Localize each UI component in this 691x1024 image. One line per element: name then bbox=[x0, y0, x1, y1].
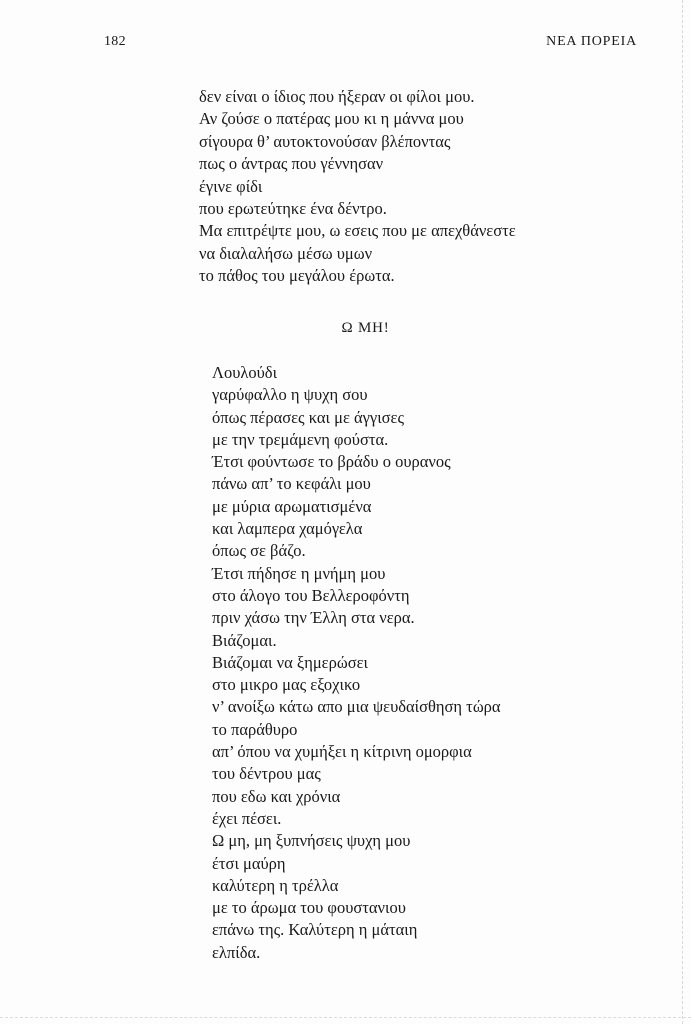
verse-line: σίγουρα θ’ αυτοκτονούσαν βλέποντας bbox=[199, 131, 451, 151]
stanza-continued bbox=[199, 86, 516, 288]
verse-line: Βιάζομαι να ξημερώσει bbox=[212, 652, 368, 672]
verse-line: Ω μη, μη ξυπνήσεις ψυχη μου bbox=[212, 831, 411, 851]
poem-body bbox=[212, 362, 501, 964]
verse-line: ελπίδα. bbox=[212, 942, 261, 962]
verse-line: Λουλούδι bbox=[212, 363, 278, 382]
verse-line: έτσι μαύρη bbox=[212, 853, 286, 873]
verse-line: επάνω της. Καλύτερη η μάταιη bbox=[212, 920, 418, 940]
verse-line: με την τρεμάμενη φούστα. bbox=[212, 429, 389, 449]
verse-line: και λαμπερα χαμόγελα bbox=[212, 519, 363, 539]
verse-line: πριν χάσω την Έλλη στα νερα. bbox=[212, 608, 415, 628]
verse-line: πως ο άντρας που γέννησαν bbox=[199, 154, 384, 174]
verse-line: δεν είναι ο ίδιος που ήξεραν οι φίλοι μου. bbox=[199, 87, 475, 106]
verse-line: Έτσι φούντωσε το βράδυ ο ουρανος bbox=[212, 452, 451, 472]
scan-edge-right bbox=[682, 0, 683, 1024]
verse-line: στο άλογο του Βελλεροφόντη bbox=[212, 585, 410, 605]
verse-line: απ’ όπου να χυμήξει η κίτρινη ομορφια bbox=[212, 742, 472, 762]
verse-line: με το άρωμα του φουστανιου bbox=[212, 898, 406, 918]
verse-line: ν’ ανοίξω κάτω απο μια ψευδαίσθηση τώρα bbox=[212, 697, 501, 717]
verse-line: όπως σε βάζο. bbox=[212, 541, 306, 561]
verse-line: Βιάζομαι. bbox=[212, 630, 277, 650]
verse-line: που ερωτεύτηκε ένα δέντρο. bbox=[199, 198, 387, 218]
verse-line: του δέντρου μας bbox=[212, 764, 321, 784]
verse-line: έχει πέσει. bbox=[212, 808, 282, 828]
page-number: 182 bbox=[104, 34, 126, 49]
verse-line: το παράθυρο bbox=[212, 719, 298, 739]
verse-line: Αν ζούσε ο πατέρας μου κι η μάννα μου bbox=[199, 109, 464, 129]
verse-line: να διαλαλήσω μέσω υμων bbox=[199, 243, 373, 263]
scan-edge-bottom bbox=[0, 1017, 691, 1018]
verse-line: με μύρια αρωματισμένα bbox=[212, 496, 372, 516]
verse-line: που εδω και χρόνια bbox=[212, 786, 341, 806]
verse-line: όπως πέρασες και με άγγισες bbox=[212, 407, 405, 427]
verse-line: έγινε φίδι bbox=[199, 176, 263, 196]
running-title: ΝΕΑ ΠΟΡΕΙΑ bbox=[546, 34, 637, 49]
verse-line: το πάθος του μεγάλου έρωτα. bbox=[199, 266, 395, 286]
verse-line: πάνω απ’ το κεφάλι μου bbox=[212, 474, 371, 494]
verse-line: Έτσι πήδησε η μνήμη μου bbox=[212, 563, 386, 583]
poem-title: Ω ΜΗ! bbox=[341, 320, 390, 336]
verse-line: καλύτερη η τρέλλα bbox=[212, 875, 339, 895]
verse-line: στο μικρο μας εξοχικο bbox=[212, 675, 361, 695]
verse-line: Μα επιτρέψτε μου, ω εσεις που με απεχθάνεστε bbox=[199, 221, 516, 241]
verse-line: γαρύφαλλο η ψυχη σου bbox=[212, 385, 368, 405]
